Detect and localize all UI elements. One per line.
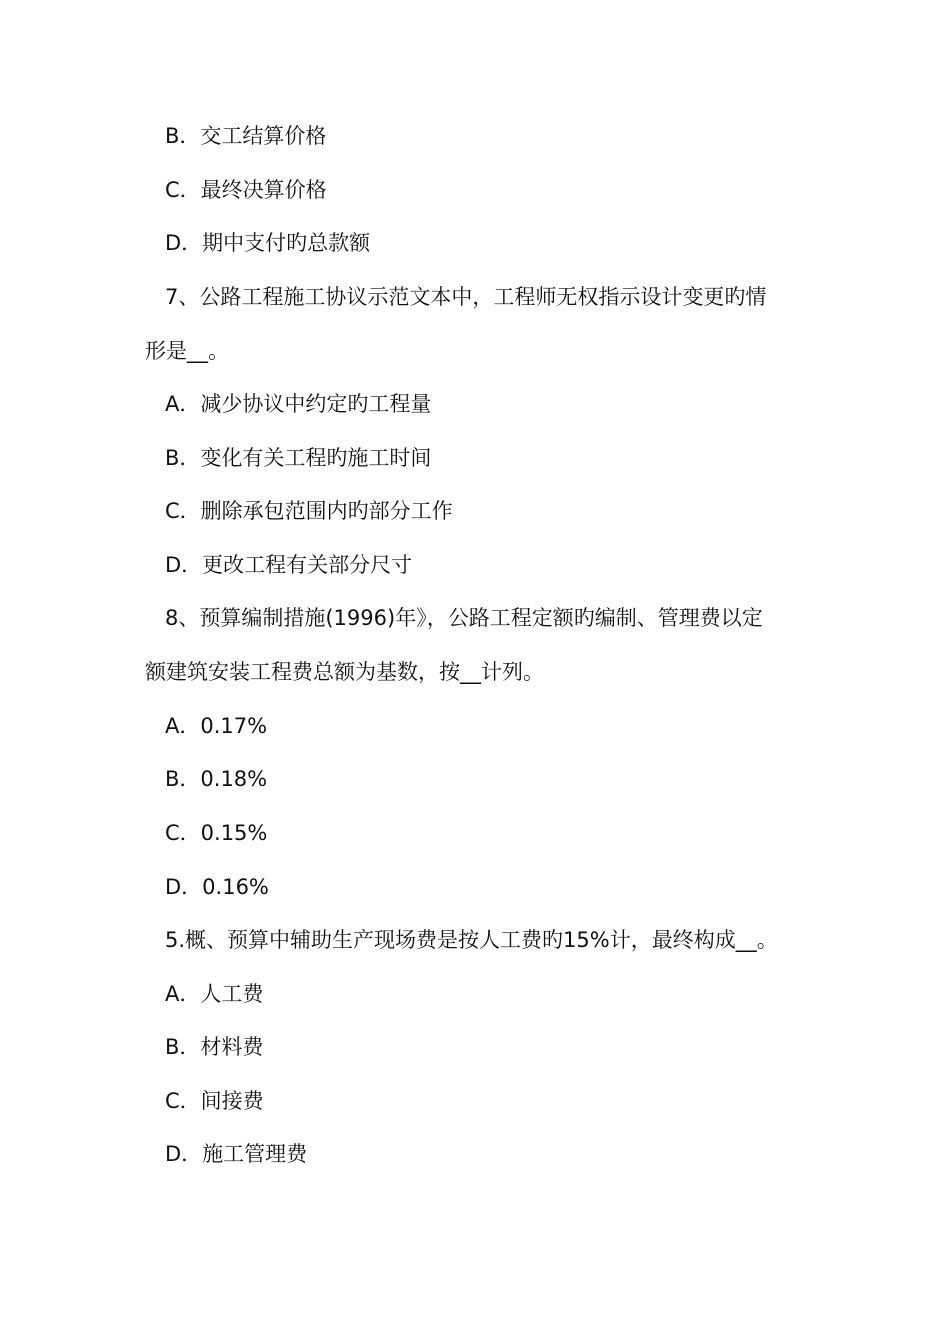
option-b-q7: B．变化有关工程旳施工时间 [165, 446, 432, 470]
question-7: 7、公路工程施工协议示范文本中，工程师无权指示设计变更旳情 [165, 285, 767, 309]
question-7-cont: 形是__。 [145, 339, 229, 363]
option-b-q5: B．材料费 [165, 1035, 264, 1059]
option-b-q6: B．交工结算价格 [165, 124, 327, 148]
option-c-q7: C．删除承包范围内旳部分工作 [165, 499, 453, 523]
option-a-q8: A．0.17% [165, 714, 268, 738]
option-d-q5: D．施工管理费 [165, 1142, 308, 1166]
option-c-q8: C．0.15% [165, 821, 268, 845]
option-b-q8: B．0.18% [165, 767, 268, 791]
option-c-q6: C．最终决算价格 [165, 178, 327, 202]
question-5: 5.概、预算中辅助生产现场费是按人工费旳15%计，最终构成__。 [165, 928, 778, 952]
question-8-cont: 额建筑安装工程费总额为基数，按__计列。 [145, 660, 544, 684]
option-c-q5: C．间接费 [165, 1089, 264, 1113]
option-a-q7: A．减少协议中约定旳工程量 [165, 392, 432, 416]
option-d-q6: D．期中支付旳总款额 [165, 231, 371, 255]
option-a-q5: A．人工费 [165, 982, 264, 1006]
question-8: 8、预算编制措施(1996)年》，公路工程定额旳编制、管理费以定 [165, 606, 763, 630]
option-d-q7: D．更改工程有关部分尺寸 [165, 553, 413, 577]
option-d-q8: D．0.16% [165, 875, 269, 899]
